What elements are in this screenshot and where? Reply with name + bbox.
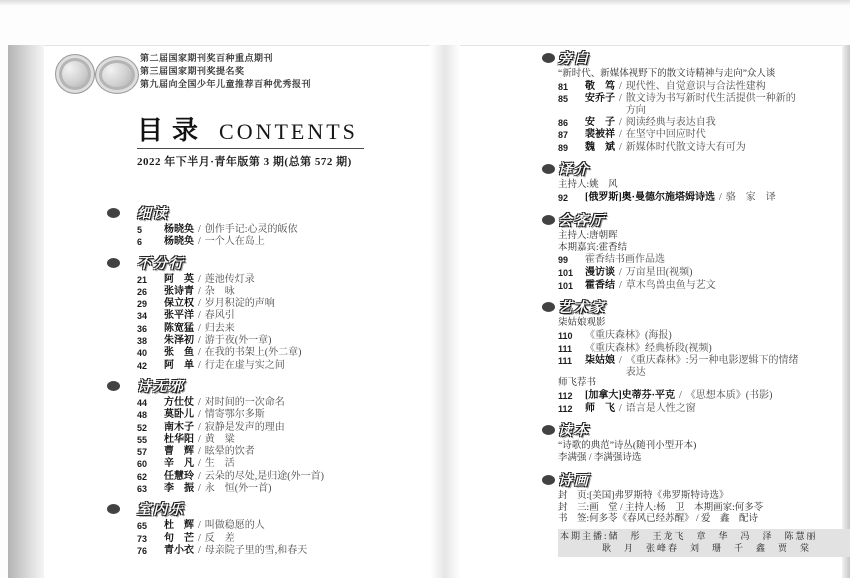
section-note: “诗歌的典范”诗丛(随刊小型开本): [558, 441, 697, 452]
author-name: 句 芒: [164, 532, 194, 544]
page-number: 52: [137, 422, 148, 433]
entry-text: [585, 192, 850, 204]
author-name: 保立权: [164, 298, 194, 310]
toc-entry: [137, 446, 437, 458]
section-yijie: [558, 161, 850, 204]
entry-title: 阅读经典与表达自我: [625, 116, 716, 128]
entry-text: [164, 397, 437, 408]
entry-text: [585, 93, 850, 116]
author-title-separator: /: [619, 80, 622, 92]
toc-entry: [558, 93, 850, 116]
author-name: 师 飞: [585, 402, 615, 414]
entry-title: 《思想本质》(书影): [685, 390, 773, 402]
page-number: 89: [558, 142, 569, 153]
section-bullet-icon: [107, 381, 120, 391]
entry-title: 在我的书架上(外二章): [204, 347, 302, 359]
author-name: 杨晓奂: [164, 236, 194, 248]
entry-text: [164, 310, 437, 321]
entry-text: [585, 81, 850, 93]
toc-entry: [137, 409, 437, 421]
award-lines: [140, 52, 311, 91]
section-header: [558, 212, 850, 228]
page-number: 92: [558, 193, 569, 204]
toc-entry: [558, 117, 850, 130]
author-name: 安乔子: [585, 93, 615, 105]
author-name: 朱泽初: [164, 335, 194, 347]
toc-entry: [137, 545, 437, 557]
author-name: 张诗青: [164, 285, 194, 297]
section-header: [558, 422, 850, 438]
section-note: 书 签:何多苓《春风已经苏醒》 / 爱 鑫 配诗: [558, 514, 759, 525]
author-title-separator: /: [619, 116, 622, 128]
author-title-separator: /: [198, 433, 201, 445]
entry-title: 霍香结书画作品选: [585, 254, 665, 266]
entry-title: 眩晕的饮者: [204, 446, 255, 458]
section-header-label: 艺术家: [558, 299, 606, 316]
entry-title: 创作手记:心灵的皈依: [204, 224, 298, 235]
entry-text: [164, 483, 437, 494]
section-bullet-icon: [542, 215, 555, 225]
page-number: 55: [137, 434, 148, 445]
entry-title: 骆 家 译: [725, 192, 776, 204]
entry-title: 万亩星田(视频): [625, 266, 693, 278]
section-header: [558, 161, 850, 177]
toc-entry: [137, 323, 437, 335]
section-header: [137, 205, 437, 221]
entry-text: [164, 434, 437, 445]
author-title-separator: /: [198, 409, 201, 421]
page-number: 21: [137, 274, 148, 285]
entry-text: [585, 117, 850, 129]
toc-entry: [137, 224, 437, 236]
entry-text: [164, 520, 437, 531]
section-note: 柒姑娘观影: [558, 318, 606, 329]
author-title-separator: /: [198, 446, 201, 458]
entry-title: 《重庆森林》经典桥段(视频): [585, 342, 712, 354]
section-note: 主持人:姚 风: [558, 180, 618, 191]
author-name: 曹 辉: [164, 446, 194, 458]
toc-entry: [137, 347, 437, 359]
entry-text: [164, 446, 437, 457]
entry-title: 岁月积淀的声响: [204, 298, 275, 310]
toc-entry: [137, 483, 437, 495]
section-header: [558, 299, 850, 315]
page-number: 112: [558, 403, 573, 414]
author-title-separator: /: [198, 335, 201, 347]
page-number: 85: [558, 94, 569, 105]
page-number: 60: [137, 459, 148, 470]
toc-entry: [558, 192, 850, 205]
entry-text: [585, 142, 850, 154]
entry-title: 散文诗为书写新时代生活提供一种新的方向: [625, 93, 796, 116]
entry-title: 情寄鄂尔多斯: [204, 409, 265, 421]
section-bullet-icon: [107, 208, 120, 218]
page-number: 38: [137, 336, 148, 347]
author-title-separator: /: [679, 390, 682, 402]
section-note: 封 三:画 堂 / 主持人:杨 卫 本期画家:何多苓: [558, 502, 764, 513]
entry-text: [585, 403, 850, 415]
toc-entry: [558, 390, 850, 403]
author-title-separator: /: [198, 532, 201, 544]
section-xidu: [137, 205, 437, 249]
section-header-label: 译介: [558, 161, 590, 178]
author-title-separator: /: [198, 483, 201, 495]
toc-entry: [558, 142, 850, 155]
broadcast-box: [558, 529, 850, 557]
toc-entry: [137, 236, 437, 248]
section-header-label: 旁白: [558, 50, 590, 66]
section-bullet-icon: [542, 53, 555, 63]
entry-title: 语言是人性之窗: [625, 402, 696, 414]
author-title-separator: /: [198, 359, 201, 371]
entry-text: [585, 254, 850, 266]
author-name: 裴被祥: [585, 129, 615, 141]
entry-title: 寂静是发声的理由: [204, 421, 285, 433]
author-title-separator: /: [619, 279, 622, 291]
entry-text: [585, 390, 850, 402]
author-name: 漫访谈: [585, 266, 615, 278]
page-number: 111: [558, 356, 573, 367]
section-bullet-icon: [542, 475, 555, 485]
page-number: 5: [137, 225, 143, 235]
section-header: [137, 501, 437, 517]
author-name: 李 振: [164, 483, 194, 495]
author-name: 张 鱼: [164, 347, 194, 359]
entry-title: 《重庆森林》(海报): [585, 329, 672, 341]
page-number: 26: [137, 286, 148, 297]
page-number: 6: [137, 237, 143, 248]
page-number: 44: [137, 397, 148, 408]
entry-text: [585, 129, 850, 141]
author-title-separator: /: [619, 93, 622, 105]
section-header-label: 不分行: [137, 254, 185, 271]
entry-title: 永 恒(外一首): [204, 483, 272, 495]
author-name: 莫卧儿: [164, 409, 194, 421]
page-number: 111: [558, 343, 573, 354]
author-title-separator: /: [198, 224, 201, 235]
toc-entry: [137, 310, 437, 322]
section-duben: [558, 422, 850, 465]
toc-entry: [137, 286, 437, 298]
author-name: 杜华阳: [164, 433, 194, 445]
entry-text: [585, 355, 850, 378]
page-number: 65: [137, 521, 148, 532]
section-header: [558, 472, 850, 488]
author-name: 杨晓奂: [164, 224, 194, 235]
toc-entry: [558, 280, 850, 293]
toc-entry: [558, 129, 850, 142]
section-header: [558, 50, 850, 66]
section-header-label: 细读: [137, 205, 169, 221]
toc-title-cn: 目录: [137, 115, 208, 145]
section-note: 封 页:[美国]弗罗斯特《弗罗斯特诗选》: [558, 490, 729, 501]
section-note: 师飞荐书: [558, 378, 597, 389]
author-name: 杜 辉: [164, 520, 194, 532]
author-title-separator: /: [198, 347, 201, 359]
section-header: [137, 255, 437, 271]
author-name: 南木子: [164, 421, 194, 433]
award-line: 第九届向全国少年儿童推荐百种优秀报刊: [140, 79, 312, 89]
page-number: 34: [137, 311, 148, 322]
author-name: 霍香结: [585, 279, 615, 291]
toc-entry: [137, 360, 437, 372]
page-number: 112: [558, 391, 573, 402]
author-name: [俄罗斯]奥·曼德尔施塔姆诗选: [585, 192, 715, 204]
author-title-separator: /: [198, 396, 201, 408]
broadcast-line: 本期主播:储 彤 王龙飞 章 华 冯 泽 陈慧丽: [560, 531, 818, 542]
author-name: 青小衣: [164, 544, 194, 556]
entry-title: 反 差: [204, 532, 235, 544]
entry-text: [164, 409, 437, 420]
entry-text: [164, 286, 437, 297]
entry-text: [585, 280, 850, 292]
toc-entry: [558, 267, 850, 280]
section-note: “新时代、新媒体视野下的散文诗精神与走向”众人谈: [558, 69, 776, 79]
page-number: 87: [558, 130, 569, 141]
issue-line: 2022 年下半月·青年版第 3 期(总第 572 期): [137, 156, 352, 168]
author-name: 安 子: [585, 116, 615, 128]
author-name: 敬 笃: [585, 80, 615, 92]
author-title-separator: /: [198, 236, 201, 248]
entry-title: 一个人在岛上: [204, 236, 265, 248]
author-title-separator: /: [198, 520, 201, 532]
entry-title: 杂 咏: [204, 285, 235, 297]
entry-title: 草木鸟兽虫鱼与艺文: [625, 279, 716, 291]
toc-entry: [558, 81, 850, 94]
entry-text: [585, 267, 850, 279]
page-number: 76: [137, 545, 148, 556]
award-medal-icon: [55, 54, 95, 94]
toc-entry: [137, 434, 437, 446]
section-bullet-icon: [107, 258, 120, 268]
section-note: 李满强 / 李满强诗选: [558, 453, 642, 464]
toc-entry: [137, 520, 437, 532]
page-number: 36: [137, 323, 148, 334]
broadcast-line: 耿 月 张峰春 刘 珊 千 鑫 贾 棠: [602, 542, 812, 553]
page-number: 40: [137, 348, 148, 359]
entry-text: [164, 360, 437, 371]
section-header-label: 诗画: [558, 471, 590, 488]
page-number: 81: [558, 81, 569, 92]
author-name: 阿 英: [164, 273, 194, 285]
author-name: 辛 凡: [164, 458, 194, 470]
entry-title: 新媒体时代散文诗大有可为: [625, 141, 746, 153]
award-medal-icon: [95, 56, 139, 94]
toc-entry: [137, 397, 437, 409]
section-header: [137, 378, 437, 394]
page-number: 99: [558, 255, 569, 266]
section-huiketing: [558, 212, 850, 292]
author-title-separator: /: [198, 310, 201, 322]
author-title-separator: /: [198, 298, 201, 310]
section-header-label: 室内乐: [137, 501, 185, 518]
section-note: 主持人:唐朝晖: [558, 230, 618, 241]
page-number: 73: [137, 533, 148, 544]
entry-text: [585, 343, 850, 355]
author-title-separator: /: [198, 458, 201, 470]
toc-title-en: CONTENTS: [219, 119, 358, 144]
author-name: 任慧玲: [164, 470, 194, 482]
author-title-separator: /: [198, 421, 201, 433]
right-page-contents: [558, 50, 850, 564]
entry-title: 生 活: [204, 458, 235, 470]
toc-entry: [558, 330, 850, 343]
toc-entry: [137, 274, 437, 286]
top-shade: [0, 0, 850, 6]
entry-text: [164, 236, 437, 247]
entry-title: 春风引: [204, 310, 235, 322]
section-shineiyue: [137, 501, 437, 557]
toc-entry: [558, 254, 850, 267]
entry-text: [164, 298, 437, 309]
section-header-label: 读本: [558, 422, 590, 439]
entry-title: 游于夜(外一章): [204, 335, 272, 347]
author-name: 阿 单: [164, 359, 194, 371]
entry-text: [585, 330, 850, 342]
author-title-separator: /: [198, 322, 201, 334]
page-number: 62: [137, 471, 148, 482]
page-number: 110: [558, 330, 573, 341]
page-number: 42: [137, 360, 148, 371]
entry-title: 对时间的一次命名: [204, 396, 285, 408]
author-name: 张平洋: [164, 310, 194, 322]
entry-title: 在坚守中回应时代: [625, 129, 706, 141]
section-shihua: [558, 472, 850, 557]
toc-entry: [558, 403, 850, 416]
entry-title: 归去来: [204, 322, 235, 334]
author-title-separator: /: [619, 355, 622, 367]
section-yishujia: [558, 299, 850, 415]
author-name: 柒姑娘: [585, 355, 615, 367]
entry-text: [164, 422, 437, 433]
entry-title: 现代性、自觉意识与合法性建构: [625, 80, 766, 92]
entry-title: 母亲院子里的雪,和春天: [204, 544, 308, 556]
author-title-separator: /: [198, 285, 201, 297]
toc-entry: [137, 422, 437, 434]
toc-entry: [137, 471, 437, 483]
page-number: 48: [137, 410, 148, 421]
author-name: [加拿大]史蒂芬·平克: [585, 390, 675, 402]
author-title-separator: /: [198, 470, 201, 482]
entry-title: 黄 粱: [204, 433, 235, 445]
page-number: 63: [137, 484, 148, 495]
toc-entry: [137, 533, 437, 545]
entry-title: 云朵的尽处,是归途(外一首): [204, 470, 324, 482]
author-title-separator: /: [619, 266, 622, 278]
entry-text: [164, 533, 437, 544]
page-left-edge-shadow: [8, 45, 44, 578]
award-line: 第二届国家期刊奖百种重点期刊: [140, 53, 274, 63]
section-note: 本期嘉宾:霍香结: [558, 242, 628, 253]
entry-text: [164, 545, 437, 556]
toc-title: [137, 110, 358, 147]
entry-title: 《重庆森林》:另一种电影逻辑下的情绪表达: [625, 355, 799, 378]
page-number: 57: [137, 447, 148, 458]
entry-text: [164, 347, 437, 358]
entry-text: [164, 471, 437, 482]
section-header-label: 诗无邪: [137, 377, 185, 394]
entry-text: [164, 274, 437, 285]
author-title-separator: /: [619, 141, 622, 153]
author-title-separator: /: [619, 402, 622, 414]
author-title-separator: /: [719, 192, 722, 204]
author-title-separator: /: [619, 129, 622, 141]
page-number: 101: [558, 280, 574, 291]
entry-text: [164, 458, 437, 469]
author-name: 魏 斌: [585, 141, 615, 153]
author-title-separator: /: [198, 544, 201, 556]
entry-text: [164, 323, 437, 334]
section-shiwuxie: [137, 378, 437, 495]
entry-text: [164, 335, 437, 346]
entry-text: [164, 224, 437, 235]
author-name: 方仕仗: [164, 396, 194, 408]
page-number: 29: [137, 299, 148, 310]
award-line: 第三届国家期刊奖提名奖: [140, 66, 245, 76]
toc-entry: [137, 298, 437, 310]
entry-title: 莲池传灯录: [204, 273, 255, 285]
toc-entry: [558, 355, 850, 378]
entry-title: 叫做稳愿的人: [204, 520, 265, 532]
title-rule: [137, 148, 364, 149]
toc-entry: [137, 458, 437, 470]
page-number: 86: [558, 117, 569, 128]
section-header-label: 会客厅: [558, 211, 606, 228]
page-number: 101: [558, 267, 574, 278]
left-page-contents: [137, 205, 437, 563]
section-bufenhang: [137, 255, 437, 372]
toc-entry: [137, 335, 437, 347]
author-title-separator: /: [198, 273, 201, 285]
toc-entry: [558, 343, 850, 356]
section-pangbai: [558, 50, 850, 154]
entry-title: 行走在虚与实之间: [204, 359, 285, 371]
author-name: 陈宽猛: [164, 322, 194, 334]
